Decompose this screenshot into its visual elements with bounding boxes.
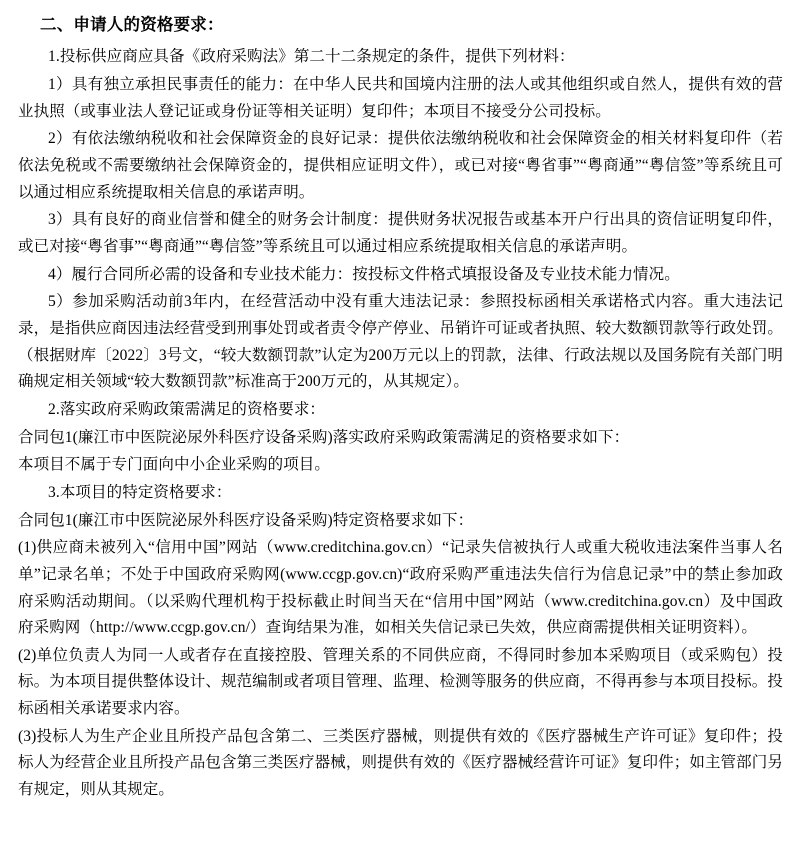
paragraph: 1）具有独立承担民事责任的能力：在中华人民共和国境内注册的法人或其他组织或自然人，提供有效的营业执照（或事业法人登记证或身份证等相关证明）复印件；本项目不接受分公司投标。 xyxy=(18,76,783,120)
paragraph: 2.落实政府采购政策需满足的资格要求： xyxy=(48,400,326,418)
paragraph: 4）履行合同所必需的设备和专业技术能力：按投标文件格式填报设备及专业技术能力情况。 xyxy=(48,265,680,283)
paragraph: 2）有依法缴纳税收和社会保障资金的良好记录：提供依法缴纳税收和社会保障资金的相关材料复印件（若依法免税或不需要缴纳社会保障资金的，提供相应证明文件），或已对接“粤省事”“粤商通”“粤信签”等系统且可以通过相应系统提取相关信息的承诺声明。 xyxy=(18,130,783,201)
paragraph: 5）参加采购活动前3年内，在经营活动中没有重大违法记录：参照投标函相关承诺格式内容。重大违法记录，是指供应商因违法经营受到刑事处罚或者责令停产停业、吊销许可证或者执照、较大数额罚款等行政处罚。（根据财库〔2022〕3号文，“较大数额罚款”认定为200万元以上的罚款，法律、行政法规以及国务院有关部门明确规定相关领域“较大数额罚款”标准高于200万元的，从其规定）。 xyxy=(18,293,783,391)
paragraph: 合同包1(廉江市中医院泌尿外科医疗设备采购)特定资格要求如下： xyxy=(18,511,474,529)
paragraph: 3.本项目的特定资格要求： xyxy=(48,483,232,501)
paragraph: (2)单位负责人为同一人或者存在直接控股、管理关系的不同供应商，不得同时参加本采购项目（或采购包）投标。为本项目提供整体设计、规范编制或者项目管理、监理、检测等服务的供应商，不得再参与本项目投标。投标函相关承诺要求内容。 xyxy=(18,646,783,718)
paragraph: 1.投标供应商应具备《政府采购法》第二十二条规定的条件，提供下列材料： xyxy=(48,48,575,66)
paragraph: (3)投标人为生产企业且所投产品包含第二、三类医疗器械，则提供有效的《医疗器械生产许可证》复印件；投标人为经营企业且所投产品包含第三类医疗器械，则提供有效的《医疗器械经营许可证》复印件；如主管部门另有规定，则从其规定。 xyxy=(18,727,783,799)
paragraph: 合同包1(廉江市中医院泌尿外科医疗设备采购)落实政府采购政策需满足的资格要求如下： xyxy=(18,428,630,446)
paragraph: 本项目不属于专门面向中小企业采购的项目。 xyxy=(18,456,331,474)
paragraph: (1)供应商未被列入“信用中国”网站（www.creditchina.gov.cn）“记录失信被执行人或重大税收违法案件当事人名单”记录名单；不处于中国政府采购网(www.ccgp.gov.cn)“政府采购严重违法失信行为信息记录”中的禁止参加政府采购活动期间。（以采购代理机构于投标截止时间当天在“信用中国”网站（www.creditchina.gov.cn）及中国政府采购网（http://www.ccgp.gov.cn/）查询结果为准，如相关失信记录已失效，供应商需提供相关证明资料）。 xyxy=(18,539,783,637)
paragraph: 3）具有良好的商业信誉和健全的财务会计制度：提供财务状况报告或基本开户行出具的资信证明复印件，或已对接“粤省事”“粤商通”“粤信签”等系统且可以通过相应系统提取相关信息的承诺声明。 xyxy=(18,211,783,255)
section-title: 二、申请人的资格要求： xyxy=(40,16,224,34)
